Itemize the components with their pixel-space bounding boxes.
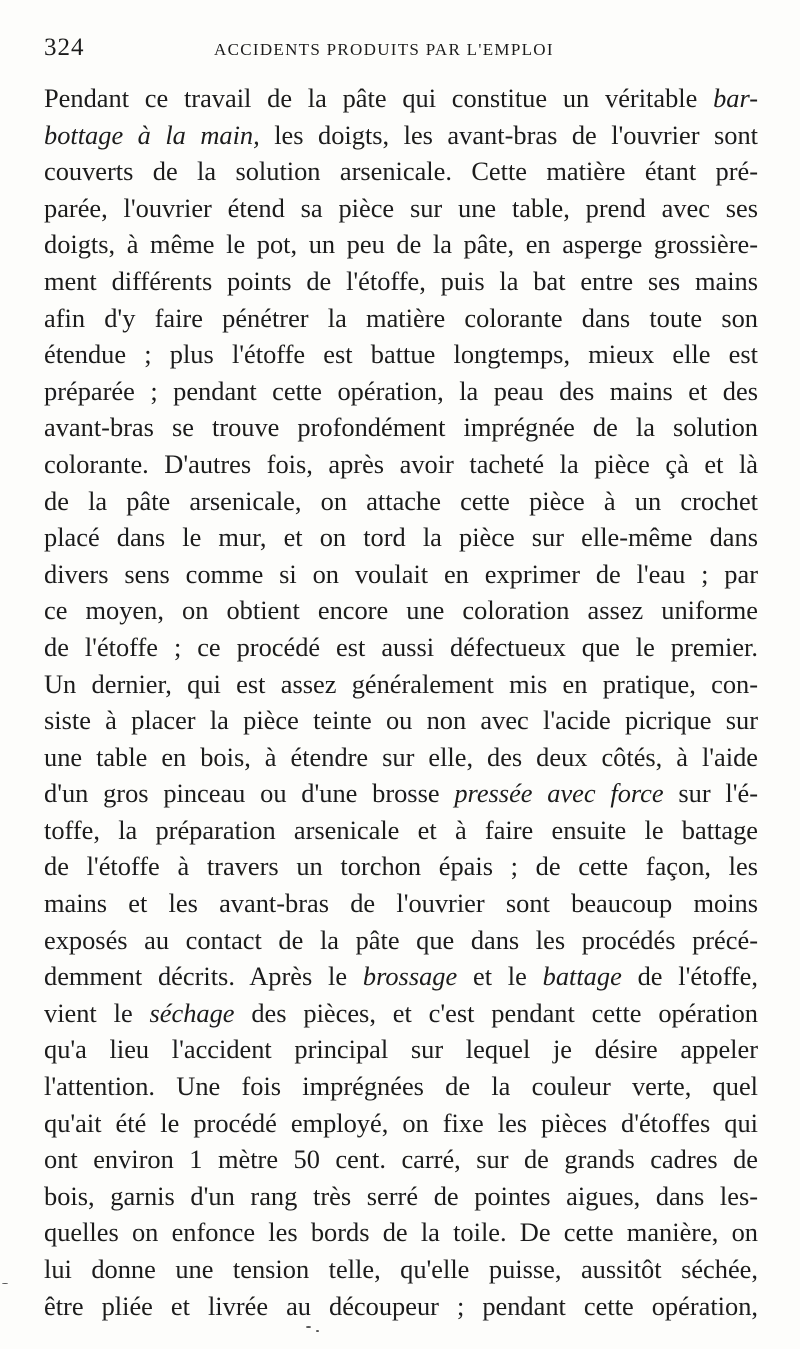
text-line (44, 117, 758, 154)
print-speck (306, 1326, 311, 1328)
print-speck (2, 1283, 8, 1284)
print-speck (316, 1330, 319, 1332)
text-line (44, 1068, 758, 1105)
text-line (44, 556, 758, 593)
text-line (44, 1105, 758, 1142)
text-line (44, 336, 758, 373)
text-line (44, 995, 758, 1032)
text-line (44, 226, 758, 263)
text-segment: siste à placer la pièce teinte ou non avec l'acide picrique sur (44, 705, 758, 736)
text-line (44, 922, 758, 959)
text-line (44, 666, 758, 703)
text-segment: bois, garnis d'un rang très serré de pointes aigues, dans les- (44, 1180, 758, 1211)
italic-text-segment: bar- (713, 83, 758, 113)
text-segment: de l'étoffe, (621, 961, 758, 992)
text-segment: sur l'é- (663, 778, 758, 809)
text-line (44, 519, 758, 556)
text-segment: exposés au contact de la pâte que dans les procédés précé- (44, 924, 758, 955)
text-segment: étendue ; plus l'étoffe est battue longtemps, mieux elle est (44, 339, 758, 370)
text-line (44, 739, 758, 776)
text-segment: ont environ 1 mètre 50 cent. carré, sur de grands cadres de (44, 1144, 758, 1175)
text-line (44, 1251, 758, 1288)
text-segment: quelles on enfonce les bords de la toile. De cette manière, on (44, 1217, 758, 1248)
italic-text-segment: pressée avec force (454, 778, 664, 809)
running-title: ACCIDENTS PRODUITS PAR L'EMPLOI (214, 40, 554, 59)
text-segment: ment différents points de l'étoffe, puis la bat entre ses mains (44, 265, 758, 296)
text-line (44, 1178, 758, 1215)
text-line (44, 848, 758, 885)
text-line (44, 775, 758, 812)
text-line (44, 629, 758, 666)
text-segment: de l'étoffe à travers un torchon épais ; de cette façon, les (44, 851, 758, 882)
text-segment: de l'étoffe ; ce procédé est aussi défectueux que le premier. (44, 631, 758, 662)
text-line (44, 1214, 758, 1251)
text-segment: colorante. D'autres fois, après avoir tacheté la pièce çà et là (44, 448, 758, 479)
text-segment: demment décrits. Après le (44, 961, 363, 992)
text-line (44, 153, 758, 190)
text-segment: qu'ait été le procédé employé, on fixe les pièces d'étoffes qui (44, 1107, 758, 1138)
page-number: 324 (44, 34, 85, 61)
text-segment: toffe, la préparation arsenicale et à faire ensuite le battage (44, 814, 758, 845)
text-segment: l'attention. Une fois imprégnées de la couleur verte, quel (44, 1071, 758, 1102)
text-segment: qu'a lieu l'accident principal sur lequel je désire appeler (44, 1034, 758, 1065)
text-line (44, 80, 758, 117)
text-segment: des pièces, et c'est pendant cette opération (234, 997, 758, 1028)
text-segment: lui donne une tension telle, qu'elle puisse, aussitôt séchée, (44, 1254, 758, 1284)
body-paragraph (44, 80, 758, 1324)
text-line (44, 263, 758, 300)
text-segment: placé dans le mur, et on tord la pièce sur elle-même dans (44, 522, 758, 553)
text-segment: ce moyen, on obtient encore une coloration assez uniforme (44, 595, 758, 626)
text-segment: d'un gros pinceau ou d'une brosse (44, 778, 455, 809)
text-segment: les doigts, les avant-bras de l'ouvrier sont (259, 119, 758, 150)
text-line (44, 812, 758, 849)
text-segment: préparée ; pendant cette opération, la peau des mains et des (44, 375, 758, 406)
italic-text-segment: séchage (149, 997, 235, 1028)
text-segment: doigts, à même le pot, un peu de la pâte, en asperge grossière- (44, 229, 758, 260)
text-line (44, 958, 758, 995)
text-segment: couverts de la solution arsenicale. Cette matière étant pré- (44, 156, 758, 187)
text-line (44, 409, 758, 446)
text-segment: Pendant ce travail de la pâte qui constitue un véritable (44, 83, 714, 113)
text-segment: et le (457, 961, 543, 992)
text-segment: parée, l'ouvrier étend sa pièce sur une table, prend avec ses (44, 192, 758, 223)
text-line (44, 885, 758, 922)
italic-text-segment: bottage à la main, (44, 119, 260, 150)
text-segment: divers sens comme si on voulait en exprimer de l'eau ; par (44, 558, 758, 589)
text-line (44, 446, 758, 483)
text-line (44, 190, 758, 227)
text-line (44, 702, 758, 739)
italic-text-segment: brossage (362, 961, 458, 992)
running-header (44, 34, 760, 70)
text-segment: avant-bras se trouve profondément imprégnée de la solution (44, 412, 758, 443)
text-segment: afin d'y faire pénétrer la matière colorante dans toute son (44, 302, 758, 333)
text-segment: de la pâte arsenicale, on attache cette pièce à un crochet (44, 485, 758, 516)
text-line (44, 373, 758, 410)
text-line (44, 592, 758, 629)
text-line (44, 300, 758, 337)
italic-text-segment: battage (542, 961, 622, 992)
text-line (44, 1031, 758, 1068)
text-line (44, 1141, 758, 1178)
text-line (44, 1288, 758, 1325)
text-segment: vient le (44, 997, 150, 1028)
text-segment: une table en bois, à étendre sur elle, des deux côtés, à l'aide (44, 741, 758, 772)
text-line (44, 483, 758, 520)
text-segment: être pliée et livrée au découpeur ; pendant cette opération, (44, 1290, 758, 1321)
text-segment: Un dernier, qui est assez généralement mis en pratique, con- (44, 668, 758, 699)
text-segment: mains et les avant-bras de l'ouvrier sont beaucoup moins (44, 888, 758, 919)
